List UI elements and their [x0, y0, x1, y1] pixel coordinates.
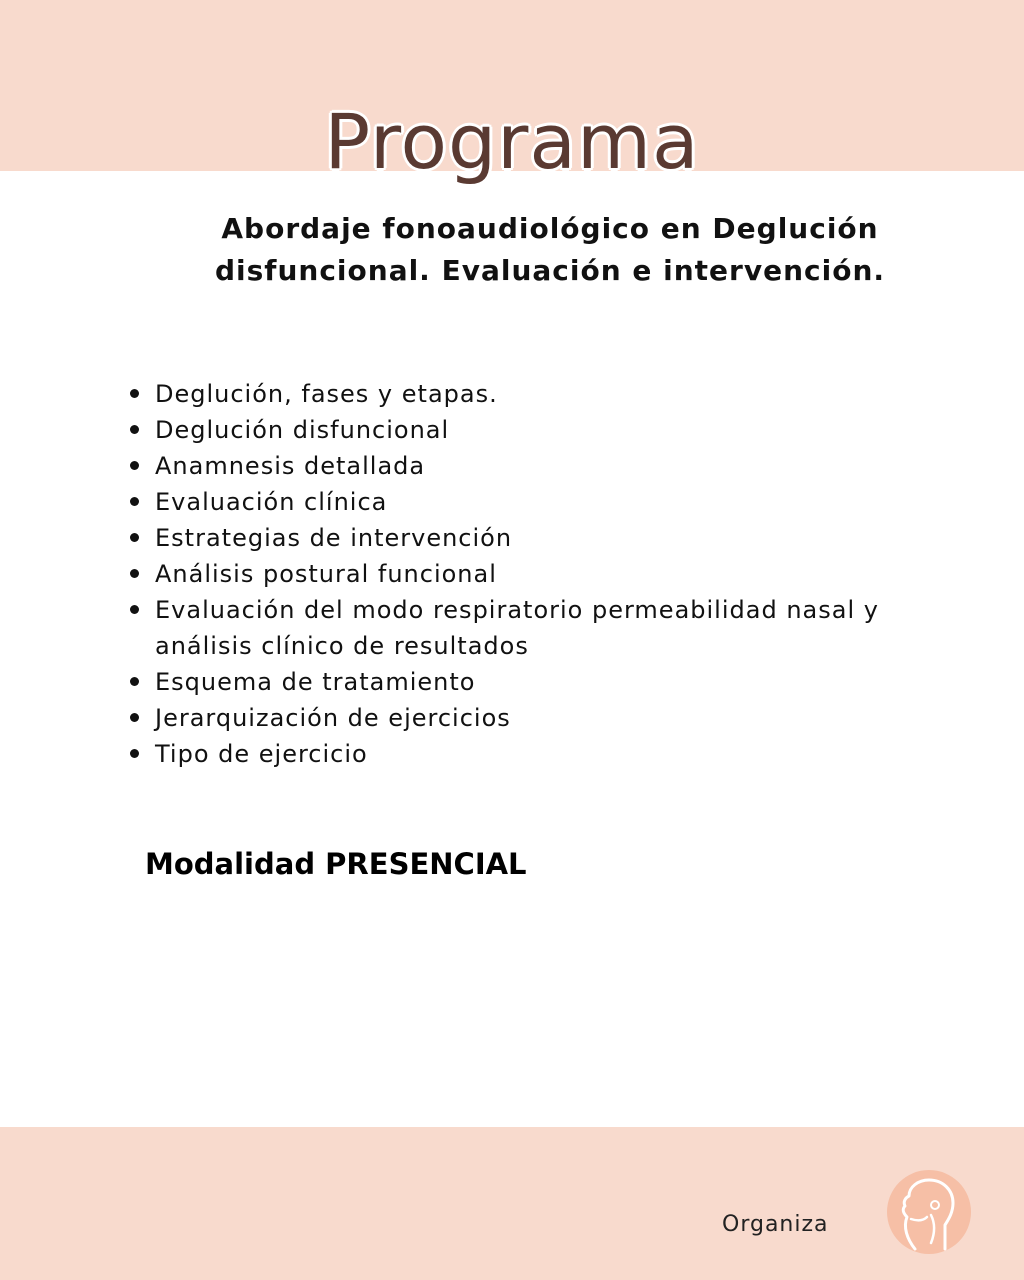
bullet-icon — [130, 605, 139, 614]
list-item-text: Esquema de tratamiento — [155, 668, 476, 696]
course-title: Abordaje fonoaudiológico en Deglución disfuncional. Evaluación e intervención. — [214, 212, 886, 287]
organiza-label: Organiza — [722, 1212, 829, 1237]
bullet-icon — [130, 497, 139, 506]
bullet-icon — [130, 749, 139, 758]
list-item-text: Evaluación clínica — [155, 488, 388, 516]
bullet-icon — [130, 425, 139, 434]
footer-band — [0, 1127, 1024, 1280]
bullet-icon — [130, 533, 139, 542]
list-item — [128, 376, 948, 412]
page-title: Programa — [324, 96, 700, 186]
modality-label: Modalidad PRESENCIAL — [145, 847, 527, 881]
list-item — [128, 448, 948, 484]
bullet-icon — [130, 713, 139, 722]
topic-list — [128, 376, 948, 772]
list-item-text: Anamnesis detallada — [155, 452, 426, 480]
list-item-text: Evaluación del modo respiratorio permeabilidad nasal y análisis clínico de resultados — [155, 596, 879, 660]
list-item — [128, 736, 948, 772]
bullet-icon — [130, 569, 139, 578]
list-item-text: Estrategias de intervención — [155, 524, 513, 552]
list-item — [128, 412, 948, 448]
list-item-text: Análisis postural funcional — [155, 560, 497, 588]
list-item — [128, 664, 948, 700]
list-item — [128, 520, 948, 556]
list-item — [128, 592, 948, 664]
list-item-text: Tipo de ejercicio — [155, 740, 368, 768]
list-item-text: Jerarquización de ejercicios — [155, 704, 511, 732]
bullet-icon — [130, 389, 139, 398]
profile-head-logo-icon — [885, 1169, 973, 1255]
logo-circle — [887, 1170, 971, 1254]
list-item-text: Deglución, fases y etapas. — [155, 380, 498, 408]
list-item — [128, 700, 948, 736]
list-item — [128, 484, 948, 520]
bullet-icon — [130, 461, 139, 470]
list-item-text: Deglución disfuncional — [155, 416, 450, 444]
bullet-icon — [130, 677, 139, 686]
list-item — [128, 556, 948, 592]
